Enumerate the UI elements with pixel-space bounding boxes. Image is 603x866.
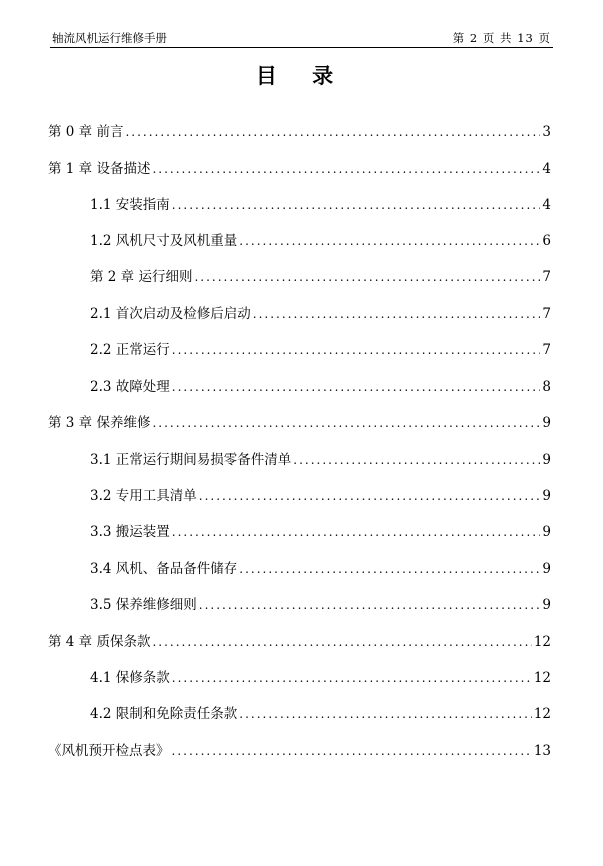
- toc-entry-label: 2.2 正常运行: [90, 342, 170, 358]
- document-title: 轴流风机运行维修手册: [52, 31, 167, 45]
- toc-entry-label: 3.3 搬运装置: [90, 524, 170, 540]
- toc-entry-page: 4: [542, 161, 551, 177]
- toc-leader-dots: [125, 122, 540, 142]
- toc-leader-dots: [239, 559, 540, 579]
- toc-entry-label: 《风机预开检点表》: [48, 743, 170, 759]
- toc-entry-label: 3.4 风机、备品备件储存: [90, 561, 238, 577]
- toc-entry-page: 9: [542, 524, 551, 540]
- toc-leader-dots: [152, 159, 540, 179]
- toc-entry[interactable]: [48, 122, 551, 142]
- toc-entry-page: 9: [542, 488, 551, 504]
- toc-entry-page: 7: [542, 269, 551, 285]
- toc-leader-dots: [253, 304, 541, 324]
- toc-entry-page: 3: [542, 124, 551, 140]
- toc-leader-dots: [152, 413, 540, 433]
- toc-entry-label: 3.1 正常运行期间易损零备件清单: [90, 452, 292, 468]
- toc-entry[interactable]: [48, 413, 551, 433]
- toc-leader-dots: [194, 267, 540, 287]
- toc-entry[interactable]: [48, 632, 551, 652]
- toc-entry-page: 9: [542, 415, 551, 431]
- toc-entry[interactable]: [90, 486, 551, 506]
- toc-entry[interactable]: [90, 231, 551, 251]
- toc-entry[interactable]: [90, 267, 551, 287]
- toc-leader-dots: [172, 668, 532, 688]
- toc-entry-label: 第 3 章 保养维修: [48, 415, 151, 431]
- toc-entry-label: 4.2 限制和免除责任条款: [90, 706, 238, 722]
- toc-leader-dots: [199, 486, 541, 506]
- toc-entry[interactable]: [90, 340, 551, 360]
- toc-leader-dots: [199, 595, 541, 615]
- toc-entry-page: 9: [542, 452, 551, 468]
- toc-entry-label: 3.2 专用工具清单: [90, 488, 197, 504]
- toc-leader-dots: [172, 195, 541, 215]
- toc-entry-label: 第 0 章 前言: [48, 124, 124, 140]
- toc-entry-page: 12: [533, 670, 551, 686]
- page-counter: 第 2 页 共 13 页: [452, 31, 551, 45]
- toc-leader-dots: [172, 741, 532, 761]
- toc-leader-dots: [239, 704, 532, 724]
- toc-entry[interactable]: [90, 668, 551, 688]
- toc-entry-page: 6: [542, 233, 551, 249]
- toc-leader-dots: [293, 450, 540, 470]
- page-header: [52, 30, 551, 46]
- toc-entry-label: 2.1 首次启动及检修后启动: [90, 306, 251, 322]
- toc-entry-label: 1.1 安装指南: [90, 197, 170, 213]
- toc-entry-label: 4.1 保修条款: [90, 670, 170, 686]
- toc-entry-page: 9: [542, 597, 551, 613]
- toc-entry-page: 12: [533, 706, 551, 722]
- toc-title: 目 录: [255, 63, 348, 88]
- toc-entry[interactable]: [90, 304, 551, 324]
- toc-entry-page: 7: [542, 342, 551, 358]
- toc-entry-label: 第 1 章 设备描述: [48, 161, 151, 177]
- toc-entry-page: 8: [542, 379, 551, 395]
- toc-entry-label: 2.3 故障处理: [90, 379, 170, 395]
- toc-entry-page: 4: [542, 197, 551, 213]
- toc-entry-page: 7: [542, 306, 551, 322]
- toc-entry[interactable]: [90, 377, 551, 397]
- toc-leader-dots: [152, 632, 531, 652]
- toc-entry-page: 13: [533, 743, 551, 759]
- toc-entry[interactable]: [90, 595, 551, 615]
- toc-entry-label: 3.5 保养维修细则: [90, 597, 197, 613]
- toc-entry-page: 9: [542, 561, 551, 577]
- toc-entry[interactable]: [90, 195, 551, 215]
- toc-entry[interactable]: [90, 559, 551, 579]
- toc-entry[interactable]: [90, 704, 551, 724]
- toc-leader-dots: [172, 377, 541, 397]
- toc-entry[interactable]: [90, 450, 551, 470]
- toc-entry[interactable]: [48, 159, 551, 179]
- toc-entry-page: 12: [533, 634, 551, 650]
- toc-entry-label: 第 2 章 运行细则: [90, 269, 193, 285]
- toc-leader-dots: [172, 522, 541, 542]
- toc-leader-dots: [172, 340, 541, 360]
- toc-leader-dots: [239, 231, 540, 251]
- toc-entry-label: 1.2 风机尺寸及风机重量: [90, 233, 238, 249]
- header-divider: [50, 47, 553, 48]
- toc-entry-label: 第 4 章 质保条款: [48, 634, 151, 650]
- toc-entry[interactable]: [90, 522, 551, 542]
- toc-entry[interactable]: [48, 741, 551, 761]
